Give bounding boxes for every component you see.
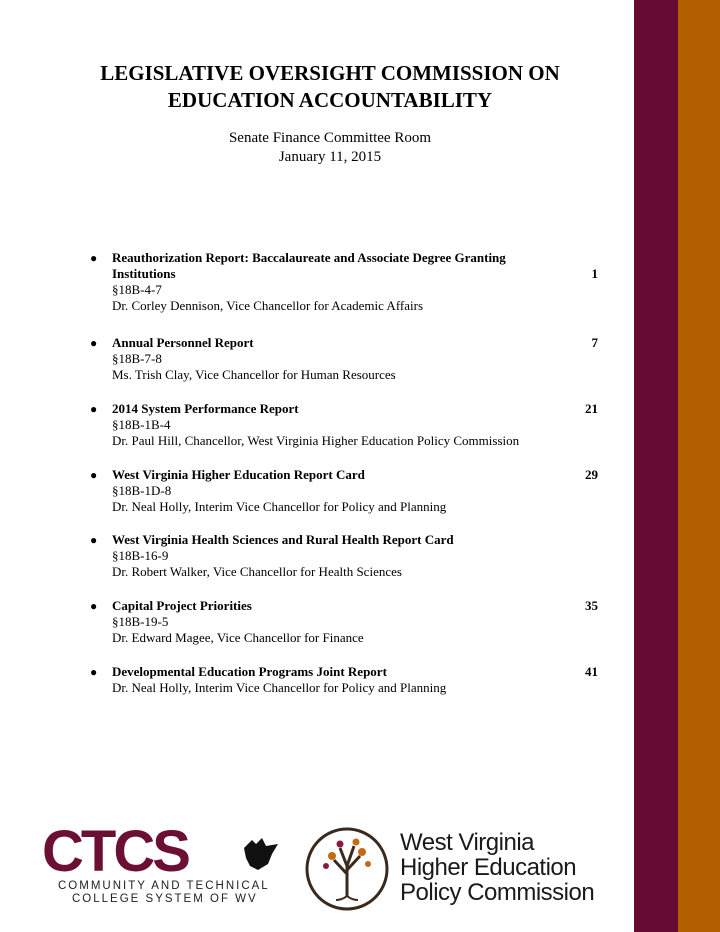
ctcs-subtitle — [58, 880, 270, 906]
meeting-date: January 11, 2015 — [278, 149, 382, 165]
agenda-item-title: West Virginia Higher Education Report Card — [112, 467, 365, 482]
side-stripe-orange — [678, 0, 720, 932]
title-line-2: EDUCATION ACCOUNTABILITY — [167, 88, 493, 112]
bullet-icon: ● — [90, 533, 98, 547]
ctcs-subtitle-line-2: COLLEGE SYSTEM OF WV — [72, 893, 258, 905]
footer-logos — [40, 819, 620, 912]
agenda-item-page: 7 — [591, 335, 598, 350]
agenda-item — [90, 250, 598, 314]
meeting-location: Senate Finance Committee Room — [228, 130, 432, 146]
agenda-item — [90, 532, 598, 580]
tree-seal-icon — [304, 826, 390, 912]
hepc-line-3: Policy Commission — [400, 879, 595, 906]
bullet-icon: ● — [90, 251, 98, 265]
agenda-item — [90, 401, 598, 449]
hepc-logo — [304, 826, 620, 912]
bullet-icon: ● — [90, 468, 98, 482]
agenda-item-title-cont: Institutions — [112, 266, 176, 281]
agenda-item-page: 1 — [591, 266, 598, 281]
ctcs-logo — [40, 819, 290, 912]
agenda-item-title: Developmental Education Programs Joint Report — [112, 664, 387, 679]
agenda-item-title: West Virginia Health Sciences and Rural Health Report Card — [112, 532, 454, 547]
ctcs-subtitle-line-1: COMMUNITY AND TECHNICAL — [58, 880, 270, 892]
agenda-item-code: §18B-4-7 — [112, 282, 162, 297]
agenda-item-presenter: Dr. Edward Magee, Vice Chancellor for Finance — [112, 630, 364, 645]
agenda-item-title: Annual Personnel Report — [112, 335, 254, 350]
hepc-line-1: West Virginia — [400, 829, 535, 856]
agenda-item-title: 2014 System Performance Report — [112, 401, 299, 416]
agenda-item-page: 41 — [585, 664, 598, 679]
bullet-icon: ● — [90, 336, 98, 350]
agenda-item-presenter: Dr. Paul Hill, Chancellor, West Virginia Higher Education Policy Commission — [112, 433, 520, 448]
agenda-item-page: 21 — [585, 401, 598, 416]
agenda-item-presenter: Dr. Neal Holly, Interim Vice Chancellor for Policy and Planning — [112, 680, 447, 695]
agenda-item — [90, 664, 598, 696]
hepc-wordmark — [400, 830, 594, 905]
agenda-item-presenter: Dr. Robert Walker, Vice Chancellor for Health Sciences — [112, 564, 402, 579]
ctcs-wordmark: CTCS — [42, 819, 188, 884]
agenda-item-code: §18B-7-8 — [112, 351, 162, 366]
agenda-item-page: 35 — [585, 598, 598, 613]
agenda-item-code: §18B-16-9 — [112, 548, 169, 563]
bullet-icon: ● — [90, 665, 98, 679]
hepc-line-2: Higher Education — [400, 854, 577, 881]
agenda-item-page: 29 — [585, 467, 598, 482]
agenda-item-presenter: Dr. Neal Holly, Interim Vice Chancellor for Policy and Planning — [112, 499, 447, 514]
west-virginia-state-icon — [238, 834, 282, 874]
agenda-item — [90, 335, 598, 383]
agenda-item-code: §18B-19-5 — [112, 614, 169, 629]
agenda-item-presenter: Dr. Corley Dennison, Vice Chancellor for Academic Affairs — [112, 298, 424, 313]
agenda-item-code: §18B-1D-8 — [112, 483, 172, 498]
agenda-item-presenter: Ms. Trish Clay, Vice Chancellor for Human Resources — [112, 367, 396, 382]
agenda-item — [90, 598, 598, 646]
side-stripe-maroon — [634, 0, 678, 932]
agenda-item-title: Reauthorization Report: Baccalaureate and Associate Degree Granting — [112, 250, 506, 265]
bullet-icon: ● — [90, 402, 98, 416]
bullet-icon: ● — [90, 599, 98, 613]
title-line-1: LEGISLATIVE OVERSIGHT COMMISSION ON — [100, 61, 560, 85]
agenda-item — [90, 467, 598, 515]
agenda-item-title: Capital Project Priorities — [112, 598, 252, 613]
agenda-item-code: §18B-1B-4 — [112, 417, 171, 432]
